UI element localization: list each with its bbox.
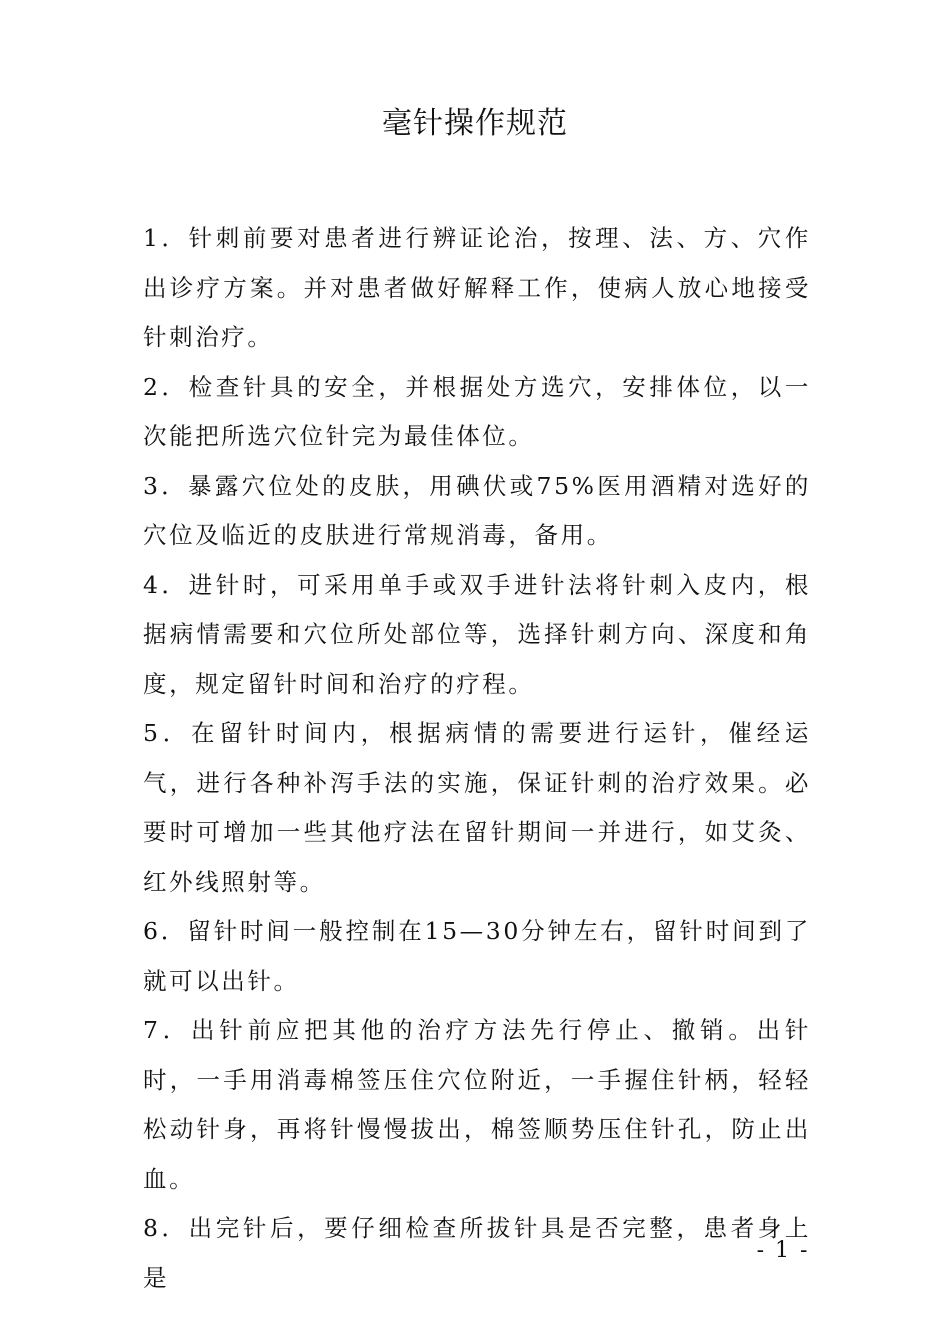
paragraph-step-5: 5．在留针时间内，根据病情的需要进行运针，催经运气，进行各种补泻手法的实施，保证针刺的治疗效果。必要时可增加一些其他疗法在留针期间一并进行，如艾灸、红外线照射等。 (143, 719, 811, 896)
document-body (143, 214, 811, 1303)
paragraph-step-8: 8．出完针后，要仔细检查所拔针具是否完整，患者身上是 (143, 1214, 811, 1292)
paragraph-step-6: 6．留针时间一般控制在15—30分钟左右，留针时间到了就可以出针。 (143, 917, 811, 995)
page-title: 毫针操作规范 (382, 106, 568, 141)
paragraph-step-2: 2．检查针具的安全，并根据处方选穴，安排体位，以一次能把所选穴位针完为最佳体位。 (143, 372, 811, 450)
paragraph-step-3: 3．暴露穴位处的皮肤，用碘伏或75%医用酒精对选好的穴位及临近的皮肤进行常规消毒，备用。 (143, 471, 811, 549)
page-number: - 1 - (756, 1238, 810, 1263)
paragraph-step-7: 7．出针前应把其他的治疗方法先行停止、撤销。出针时，一手用消毒棉签压住穴位附近，一手握住针柄，轻轻松动针身，再将针慢慢拔出，棉签顺势压住针孔，防止出血。 (143, 1016, 811, 1193)
paragraph-step-1: 1．针刺前要对患者进行辨证论治，按理、法、方、穴作出诊疗方案。并对患者做好解释工作，使病人放心地接受针刺治疗。 (143, 224, 811, 351)
paragraph-step-4: 4．进针时，可采用单手或双手进针法将针刺入皮内，根据病情需要和穴位所处部位等，选择针刺方向、深度和角度，规定留针时间和治疗的疗程。 (143, 570, 811, 698)
